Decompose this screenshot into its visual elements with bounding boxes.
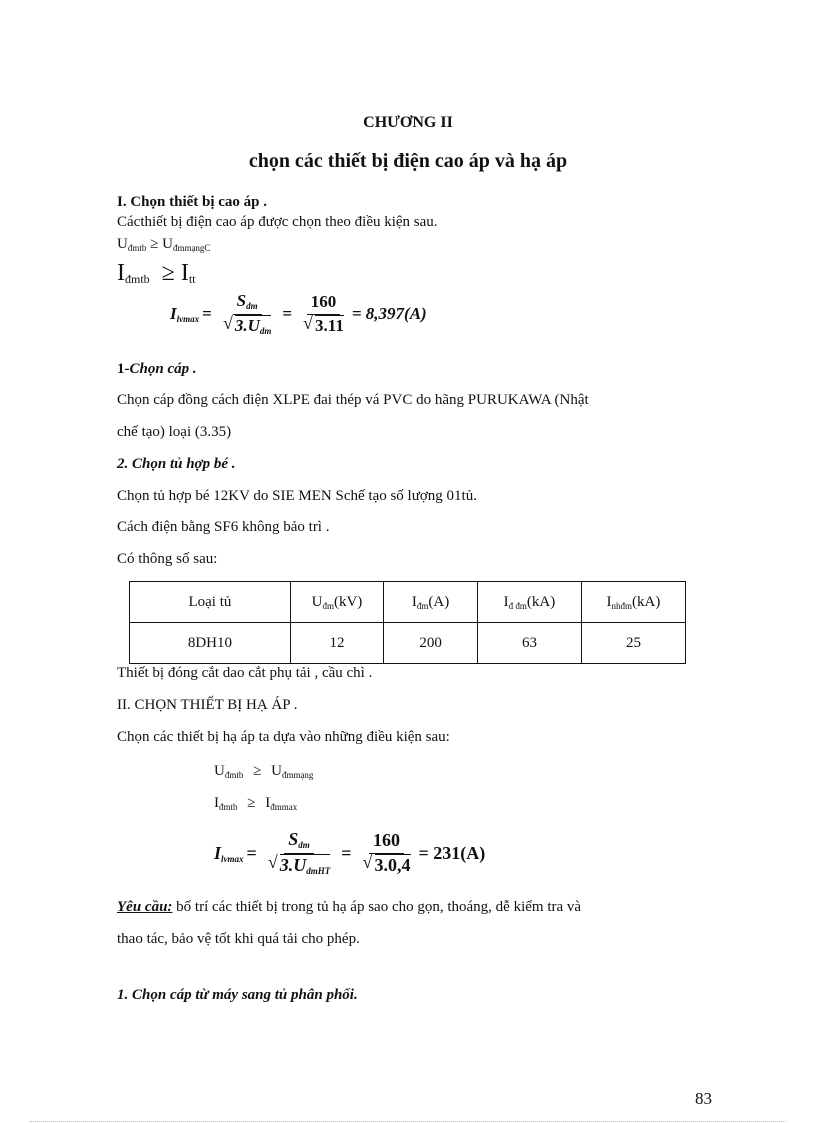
fraction-numeric: 160 √ 3.11: [303, 292, 344, 335]
header-cell-thermal-current: $I_{nhđm}(kA)$: [581, 582, 685, 623]
sub3-heading: 1. Chọn cáp từ máy sang tủ phân phối.: [117, 987, 358, 1003]
chapter-number: CHƯƠNG II: [363, 114, 453, 131]
table-cell: 200: [384, 623, 478, 664]
table-cell: 63: [478, 623, 582, 664]
after-table-note: Thiết bị đóng cắt dao cắt phụ tải , cầu chì .: [117, 665, 373, 681]
sqrt-icon: √: [267, 851, 278, 872]
sub2-line3: Có thông số sau:: [117, 551, 218, 567]
table-row: [130, 623, 686, 664]
header-cell-breaking-current: $I_{đ đm}(kA)$: [478, 582, 582, 623]
chapter-title: chọn các thiết bị điện cao áp và hạ áp: [248, 150, 568, 172]
sub2-line2: Cách điện bằng SF6 không bảo trì .: [117, 519, 330, 535]
sqrt-icon: √: [222, 312, 233, 333]
condition-current-low: $I_{đmtb} \ge I_{đmmax}$: [214, 795, 298, 812]
fraction-s-over-u: $S_{dm}$ √ $3.U_{dm}$: [222, 291, 272, 336]
formula-low-voltage-current: $I_{lvmax}$ = $S_{dm}$ √ $3.U_{dmHT}$ = 160 √ 3.0,4 = 231(A): [214, 829, 486, 876]
table-cell: 8DH10: [130, 623, 291, 664]
table-cell: 12: [290, 623, 383, 664]
page-number: 83: [695, 1089, 712, 1108]
formula-high-voltage-current: $I_{lvmax}$ = $S_{dm}$ √ $3.U_{dm}$ = 160 √ 3.11 = 8,397(A): [170, 291, 427, 336]
switchgear-spec-table: [129, 581, 686, 664]
section1-heading: I. Chọn thiết bị cao áp .: [117, 194, 268, 210]
sqrt-icon: √: [303, 312, 313, 333]
condition-current-high: $I_{đmtb} \ge I_{tt}$: [117, 260, 196, 286]
sub2-heading: 2. Chọn tủ hợp bé .: [117, 456, 236, 472]
header-cell-voltage: $U_{đm}(kV)$: [290, 582, 383, 623]
header-cell-current: $I_{đm}(A)$: [384, 582, 478, 623]
table-cell: 25: [581, 623, 685, 664]
requirement-line-2: thao tác, bảo vệ tốt khi quá tải cho phép.: [117, 931, 360, 947]
table-header-row: [130, 582, 686, 623]
sub1-paragraph: Chọn cáp đồng cách điện XLPE đai thép vá PVC do hãng PURUKAWA (Nhật: [117, 392, 589, 408]
sub2-line1: Chọn tủ hợp bé 12KV do SIE MEN Schế tạo số lượng 01tủ.: [117, 488, 477, 504]
section2-intro: Chọn các thiết bị hạ áp ta dựa vào những điều kiện sau:: [117, 729, 450, 745]
condition-voltage-high: $U_{đmtb} \ge U_{đmmạngC}$: [117, 236, 211, 253]
requirement-line: Yêu cầu: bố trí các thiết bị trong tủ hạ áp sao cho gọn, thoáng, dễ kiểm tra và: [117, 899, 582, 915]
footer-divider: [30, 1121, 786, 1122]
header-cell-type: Loại tủ: [130, 582, 291, 623]
sub1-paragraph-2: chế tạo) loại (3.35): [117, 424, 232, 440]
section2-heading: II. CHỌN THIẾT BỊ HẠ ÁP .: [117, 697, 298, 713]
fraction-s-over-u: $S_{dm}$ √ $3.U_{dmHT}$: [267, 829, 331, 876]
fraction-numeric: 160 √ 3.0,4: [362, 830, 411, 875]
sqrt-icon: √: [362, 851, 373, 872]
section1-intro: Cácthiết bị điện cao áp được chọn theo điều kiện sau.: [117, 214, 438, 230]
condition-voltage-low: $U_{đmtb} \ge U_{đmmạng}$: [214, 763, 314, 780]
requirement-label: Yêu cầu:: [117, 899, 173, 915]
sub1-heading: 1-Chọn cáp .: [117, 361, 197, 377]
